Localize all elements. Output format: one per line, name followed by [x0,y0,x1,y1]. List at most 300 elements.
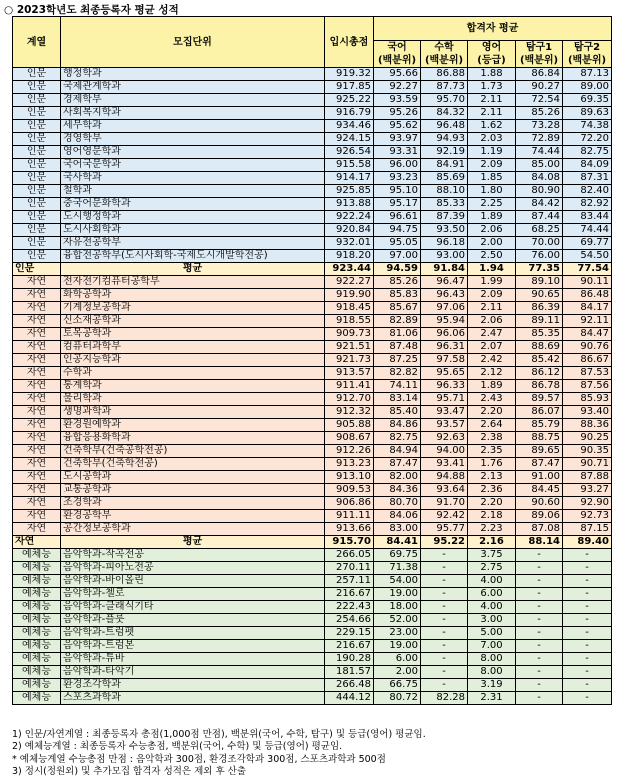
cell-score: 87.47 [374,458,421,471]
cell-group: 예체능 [13,549,61,562]
cell-score: - [516,627,563,640]
cell-score: 1.88 [468,68,516,81]
cell-score: 93.50 [421,224,468,237]
header-group: 계열 [13,17,61,68]
cell-group: 자연 [13,380,61,393]
cell-score: - [516,640,563,653]
table-row [13,120,612,133]
cell-score: 85.93 [563,393,612,406]
cell-score: 1.94 [468,263,516,276]
cell-group: 자연 [13,315,61,328]
cell-score: 2.36 [468,484,516,497]
cell-unit: 신소재공학과 [61,315,325,328]
cell-total: 914.17 [325,172,374,185]
cell-score: 2.09 [468,159,516,172]
cell-group: 인문 [13,68,61,81]
cell-score: 1.73 [468,81,516,94]
cell-score: 85.79 [516,419,563,432]
cell-total: 906.86 [325,497,374,510]
cell-score: 97.06 [421,302,468,315]
table-row [13,185,612,198]
cell-score: 82.75 [563,146,612,159]
cell-group: 자연 [13,484,61,497]
cell-score: 94.00 [421,445,468,458]
table-row [13,133,612,146]
cell-total: 918.55 [325,315,374,328]
cell-group: 예체능 [13,666,61,679]
cell-score: 92.11 [563,315,612,328]
cell-score: 94.59 [374,263,421,276]
cell-unit: 영어영문학과 [61,146,325,159]
cell-score: 52.00 [374,614,421,627]
cell-unit: 음악학과-트럼펫 [61,627,325,640]
cell-score: 88.10 [421,185,468,198]
cell-score: - [421,666,468,679]
cell-unit: 경영학부 [61,133,325,146]
cell-score: 19.00 [374,588,421,601]
cell-total: 216.67 [325,588,374,601]
table-row [13,328,612,341]
cell-score: - [516,666,563,679]
table-row [13,471,612,484]
cell-score: - [563,575,612,588]
cell-total: 270.11 [325,562,374,575]
cell-score: 1.19 [468,146,516,159]
cell-score: 95.62 [374,120,421,133]
table-row [13,523,612,536]
cell-score: 2.25 [468,198,516,211]
cell-score: 2.06 [468,315,516,328]
cell-score: 94.75 [374,224,421,237]
cell-score: - [421,601,468,614]
cell-score: 1.80 [468,185,516,198]
cell-unit: 교통공학과 [61,484,325,497]
cell-unit: 건축학부(건축학전공) [61,458,325,471]
cell-group: 자연 [13,432,61,445]
cell-unit: 철학과 [61,185,325,198]
cell-score: 84.36 [374,484,421,497]
cell-score: 1.76 [468,458,516,471]
cell-score: 89.63 [563,107,612,120]
cell-score: 80.90 [516,185,563,198]
cell-score: 96.61 [374,211,421,224]
cell-unit: 도시사회학과 [61,224,325,237]
cell-score: 2.47 [468,328,516,341]
cell-group: 예체능 [13,614,61,627]
table-row [13,341,612,354]
cell-total: 919.90 [325,289,374,302]
cell-unit: 환경원예학과 [61,419,325,432]
cell-score: 3.75 [468,549,516,562]
cell-score: 86.48 [563,289,612,302]
cell-score: 2.31 [468,692,516,705]
cell-unit: 통계학과 [61,380,325,393]
cell-score: 74.44 [516,146,563,159]
cell-group: 인문 [13,94,61,107]
cell-total: 913.57 [325,367,374,380]
cell-score: 90.35 [563,445,612,458]
cell-score: 85.33 [421,198,468,211]
cell-unit: 물리학과 [61,393,325,406]
cell-unit: 국사학과 [61,172,325,185]
cell-unit: 음악학과-바이올린 [61,575,325,588]
cell-group: 예체능 [13,679,61,692]
cell-score: 86.12 [516,367,563,380]
cell-score: 2.43 [468,393,516,406]
cell-total: 190.28 [325,653,374,666]
cell-total: 924.15 [325,133,374,146]
cell-score: 87.15 [563,523,612,536]
cell-score: 84.86 [374,419,421,432]
cell-score: 87.39 [421,211,468,224]
cell-score: 89.10 [516,276,563,289]
cell-group: 자연 [13,354,61,367]
cell-total: 916.79 [325,107,374,120]
cell-score: 92.90 [563,497,612,510]
cell-score: 8.00 [468,653,516,666]
table-row [13,497,612,510]
cell-score: 84.08 [516,172,563,185]
cell-total: 925.22 [325,94,374,107]
cell-score: 82.75 [374,432,421,445]
cell-total: 923.44 [325,263,374,276]
cell-score: - [516,614,563,627]
cell-score: - [516,575,563,588]
cell-score: - [421,653,468,666]
cell-score: 71.38 [374,562,421,575]
header-unit: 모집단위 [61,17,325,68]
cell-unit: 국어국문학과 [61,159,325,172]
cell-score: 8.00 [468,666,516,679]
cell-score: 86.84 [516,68,563,81]
footnote: 1) 인문/자연계열 : 최종등록자 총점(1,000점 만점), 백분위(국어, 수학, 탐구) 및 등급(영어) 평균임. [12,729,426,740]
cell-total: 257.11 [325,575,374,588]
cell-score: - [563,679,612,692]
cell-score: 6.00 [468,588,516,601]
cell-score: 90.27 [516,81,563,94]
cell-total: 922.24 [325,211,374,224]
footnotes [12,729,426,779]
table-row [13,159,612,172]
cell-group: 자연 [13,406,61,419]
cell-score: 96.43 [421,289,468,302]
cell-score: 82.00 [374,471,421,484]
header-score-col: 탐구2 (백분위) [563,41,612,68]
cell-score: 94.93 [421,133,468,146]
cell-unit: 음악학과-트럼본 [61,640,325,653]
cell-score: 83.00 [374,523,421,536]
cell-total: 921.73 [325,354,374,367]
cell-score: 85.26 [374,276,421,289]
cell-total: 229.15 [325,627,374,640]
cell-group: 자연 [13,367,61,380]
cell-score: 96.48 [421,120,468,133]
cell-score: 92.73 [563,510,612,523]
cell-score: 82.40 [563,185,612,198]
cell-total: 925.85 [325,185,374,198]
table-row [13,81,612,94]
cell-total: 920.84 [325,224,374,237]
cell-score: 97.00 [374,250,421,263]
cell-score: 87.31 [563,172,612,185]
cell-score: 2.16 [468,536,516,549]
cell-total: 922.27 [325,276,374,289]
table-row [13,354,612,367]
cell-score: 84.32 [421,107,468,120]
cell-score: 89.11 [516,315,563,328]
table-row [13,562,612,575]
cell-score: 85.26 [516,107,563,120]
table-row [13,289,612,302]
cell-total: 908.67 [325,432,374,445]
cell-score: 85.00 [516,159,563,172]
cell-unit: 경제학부 [61,94,325,107]
cell-score: 18.00 [374,601,421,614]
cell-group: 자연 [13,445,61,458]
cell-score: 85.83 [374,289,421,302]
cell-unit: 수학과 [61,367,325,380]
cell-unit: 스포츠과학과 [61,692,325,705]
table-row [13,601,612,614]
cell-score: 2.64 [468,419,516,432]
cell-score: 81.06 [374,328,421,341]
cell-score: 2.09 [468,289,516,302]
cell-score: 85.67 [374,302,421,315]
cell-total: 909.73 [325,328,374,341]
cell-group: 자연 [13,341,61,354]
cell-total: 915.58 [325,159,374,172]
cell-score: 90.11 [563,276,612,289]
cell-score: 74.11 [374,380,421,393]
cell-score: 82.89 [374,315,421,328]
cell-total: 254.66 [325,614,374,627]
table-row [13,549,612,562]
cell-score: - [563,653,612,666]
cell-group: 예체능 [13,692,61,705]
cell-score: 2.03 [468,133,516,146]
cell-score: 69.75 [374,549,421,562]
cell-score: 2.00 [468,237,516,250]
cell-score: 1.89 [468,380,516,393]
header-score-col: 탐구1 (백분위) [516,41,563,68]
cell-group: 인문 [13,133,61,146]
cell-total: 915.70 [325,536,374,549]
cell-unit: 사회복지학과 [61,107,325,120]
cell-unit: 융합응용화학과 [61,432,325,445]
cell-score: 19.00 [374,640,421,653]
cell-score: 93.31 [374,146,421,159]
footnote: 2) 예체능계열 : 최종등록자 수능총점, 백분위(국어, 수학) 및 등급(영어) 평균임. [12,741,343,753]
cell-score: 66.75 [374,679,421,692]
cell-total: 911.11 [325,510,374,523]
cell-group: 자연 [13,510,61,523]
footnote: 3) 정시(정원외) 및 추가모집 합격자 성적은 제외 후 산출 [12,766,247,778]
cell-total: 913.88 [325,198,374,211]
cell-total: 921.51 [325,341,374,354]
cell-score: 95.94 [421,315,468,328]
cell-total: 934.46 [325,120,374,133]
cell-total: 926.54 [325,146,374,159]
cell-score: 95.10 [374,185,421,198]
table-row [13,302,612,315]
cell-score: - [563,549,612,562]
cell-score: 87.13 [563,68,612,81]
cell-unit: 음악학과-클래식기타 [61,601,325,614]
cell-score: 88.36 [563,419,612,432]
cell-group: 인문 [13,211,61,224]
cell-score: 93.64 [421,484,468,497]
header-score-col: 영어 (등급) [468,41,516,68]
cell-score: 88.14 [516,536,563,549]
cell-score: 92.42 [421,510,468,523]
cell-score: 93.97 [374,133,421,146]
cell-score: 94.88 [421,471,468,484]
table-row [13,510,612,523]
table-row [13,146,612,159]
average-row [13,536,612,549]
table-row [13,224,612,237]
cell-score: - [516,692,563,705]
cell-score: 4.00 [468,575,516,588]
cell-score: - [516,679,563,692]
cell-group: 자연 [13,523,61,536]
footnote: * 예체능계열 수능총점 만점 : 음악학과 300점, 환경조각학과 300점, 스포츠과학과 500점 [12,753,386,765]
cell-score: 95.70 [421,94,468,107]
cell-score: 2.20 [468,497,516,510]
cell-score: 86.78 [516,380,563,393]
cell-group: 인문 [13,198,61,211]
cell-unit: 건축학부(건축공학전공) [61,445,325,458]
cell-score: 86.39 [516,302,563,315]
cell-score: 89.00 [563,81,612,94]
cell-total: 918.45 [325,302,374,315]
cell-total: 913.23 [325,458,374,471]
cell-total: 181.57 [325,666,374,679]
cell-score: 1.89 [468,211,516,224]
cell-score: 87.73 [421,81,468,94]
cell-score: 84.94 [374,445,421,458]
score-table [12,16,612,705]
cell-group: 인문 [13,263,61,276]
cell-score: 95.26 [374,107,421,120]
table-row [13,484,612,497]
cell-score: 92.63 [421,432,468,445]
cell-score: 69.35 [563,94,612,107]
cell-group: 예체능 [13,653,61,666]
cell-score: - [516,601,563,614]
table-row [13,237,612,250]
cell-group: 예체능 [13,575,61,588]
cell-score: 93.41 [421,458,468,471]
cell-score: 84.09 [563,159,612,172]
cell-score: 87.25 [374,354,421,367]
cell-group: 예체능 [13,588,61,601]
cell-unit: 음악학과-작곡전공 [61,549,325,562]
cell-score: 6.00 [374,653,421,666]
header-score-col: 국어 (백분위) [374,41,421,68]
cell-score: 90.76 [563,341,612,354]
table-row [13,406,612,419]
cell-score: - [563,588,612,601]
cell-score: 96.47 [421,276,468,289]
cell-score: - [563,627,612,640]
cell-score: - [421,562,468,575]
cell-score: 90.71 [563,458,612,471]
cell-score: 2.38 [468,432,516,445]
cell-score: 68.25 [516,224,563,237]
cell-score: 86.88 [421,68,468,81]
cell-score: 92.27 [374,81,421,94]
cell-total: 266.48 [325,679,374,692]
cell-score: 80.70 [374,497,421,510]
cell-score: 2.23 [468,523,516,536]
cell-score: 1.99 [468,276,516,289]
cell-unit: 평균 [61,536,325,549]
cell-score: 85.35 [516,328,563,341]
cell-unit: 음악학과-첼로 [61,588,325,601]
cell-score: 87.88 [563,471,612,484]
cell-unit: 전자전기컴퓨터공학부 [61,276,325,289]
cell-score: 87.48 [374,341,421,354]
cell-score: 91.70 [421,497,468,510]
table-row [13,393,612,406]
cell-group: 인문 [13,172,61,185]
cell-group: 인문 [13,237,61,250]
cell-score: 2.11 [468,107,516,120]
cell-score: 69.77 [563,237,612,250]
cell-score: 76.00 [516,250,563,263]
cell-unit: 인공지능학과 [61,354,325,367]
cell-score: 82.82 [374,367,421,380]
cell-total: 909.53 [325,484,374,497]
cell-score: 2.12 [468,367,516,380]
cell-score: 83.44 [563,211,612,224]
cell-score: 93.40 [563,406,612,419]
cell-score: 54.50 [563,250,612,263]
cell-group: 인문 [13,250,61,263]
cell-score: 93.00 [421,250,468,263]
cell-total: 912.32 [325,406,374,419]
cell-total: 918.20 [325,250,374,263]
cell-total: 919.32 [325,68,374,81]
cell-unit: 음악학과-타악기 [61,666,325,679]
cell-score: 92.19 [421,146,468,159]
cell-score: 90.25 [563,432,612,445]
cell-unit: 행정학과 [61,68,325,81]
cell-score: 5.00 [468,627,516,640]
cell-score: 1.62 [468,120,516,133]
cell-score: 74.38 [563,120,612,133]
cell-score: 96.18 [421,237,468,250]
cell-score: 85.69 [421,172,468,185]
cell-score: 2.13 [468,471,516,484]
cell-unit: 세무학과 [61,120,325,133]
cell-score: 85.42 [516,354,563,367]
cell-score: 95.66 [374,68,421,81]
cell-score: - [421,679,468,692]
cell-score: - [563,666,612,679]
cell-score: 4.00 [468,601,516,614]
cell-group: 자연 [13,302,61,315]
table-row [13,627,612,640]
cell-total: 912.70 [325,393,374,406]
cell-score: 82.92 [563,198,612,211]
cell-score: 93.59 [374,94,421,107]
cell-score: 2.20 [468,406,516,419]
table-row [13,211,612,224]
cell-score: - [563,692,612,705]
table-row [13,432,612,445]
